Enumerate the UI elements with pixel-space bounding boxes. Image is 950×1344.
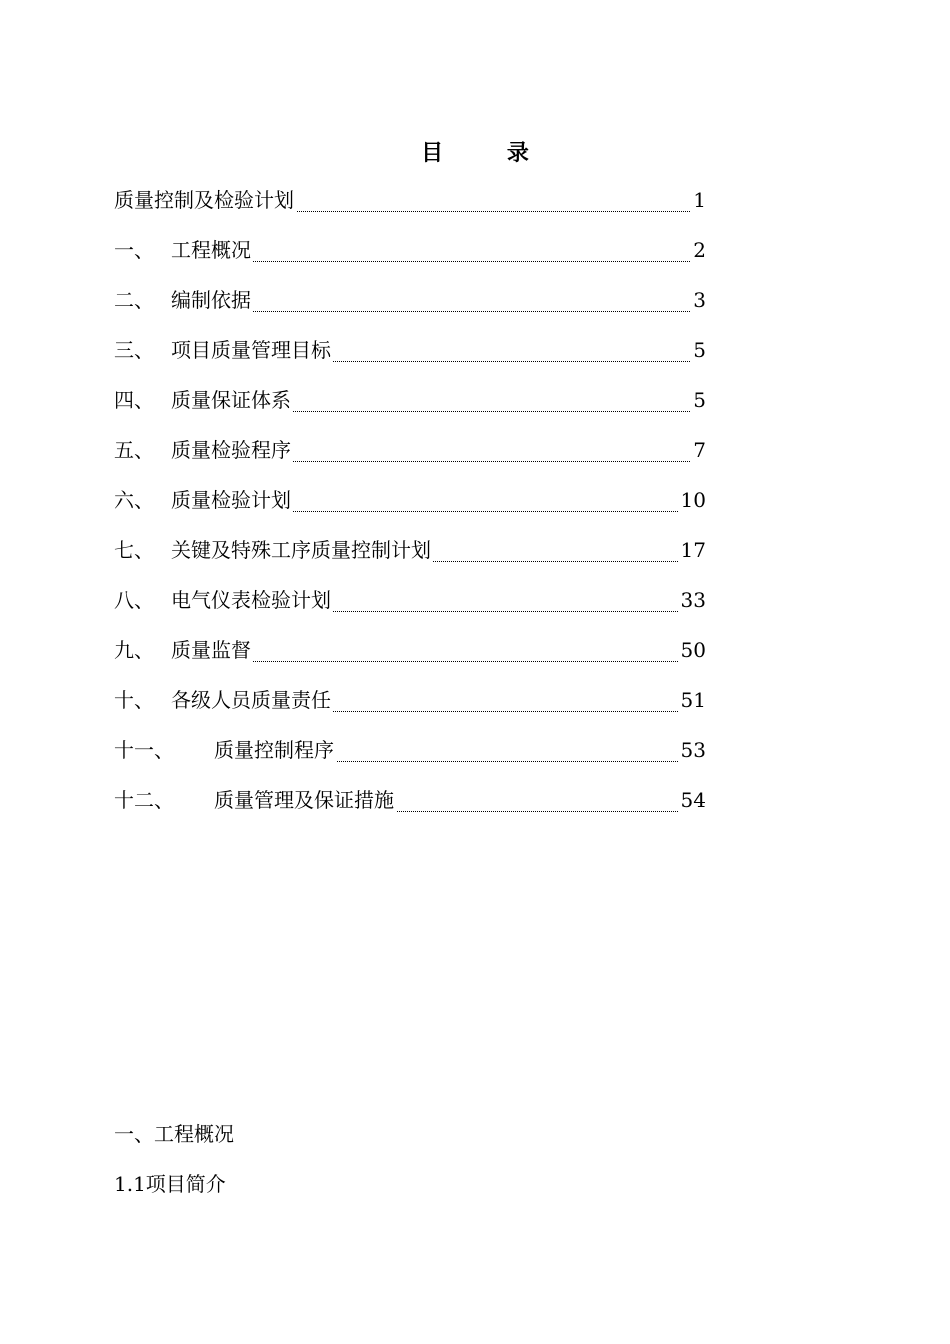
section-heading: 一、工程概况 [114, 1122, 234, 1146]
toc-entry-label: 质量检验计划 [171, 488, 291, 512]
toc-entry-label: 质量检验程序 [171, 438, 291, 462]
toc-entry-page: 5 [693, 338, 706, 362]
toc-entry[interactable] [114, 336, 706, 386]
toc-entry-label: 质量控制及检验计划 [114, 188, 294, 212]
toc-entry[interactable] [114, 386, 706, 436]
toc-entry-page: 53 [680, 738, 706, 762]
toc-entry-number: 十、 [114, 688, 154, 712]
toc-entry-number: 五、 [114, 438, 154, 462]
toc-entry-label: 编制依据 [171, 288, 251, 312]
toc-entry-label: 关键及特殊工序质量控制计划 [171, 538, 431, 562]
toc-entry[interactable] [114, 536, 706, 586]
toc-list [114, 186, 706, 836]
toc-entry[interactable] [114, 586, 706, 636]
toc-entry-number: 十二、 [114, 788, 174, 812]
toc-entry-page: 2 [693, 238, 706, 262]
toc-entry-page: 10 [680, 488, 706, 512]
toc-entry-page: 17 [680, 538, 706, 562]
toc-entry[interactable] [114, 686, 706, 736]
toc-entry-number: 八、 [114, 588, 154, 612]
toc-entry-number: 六、 [114, 488, 154, 512]
toc-entry[interactable] [114, 236, 706, 286]
toc-entry-page: 5 [693, 388, 706, 412]
toc-entry-page: 50 [680, 638, 706, 662]
toc-entry[interactable] [114, 286, 706, 336]
toc-entry-label: 质量控制程序 [214, 738, 334, 762]
toc-entry-label: 项目质量管理目标 [171, 338, 331, 362]
toc-entry-page: 3 [693, 288, 706, 312]
toc-entry-number: 九、 [114, 638, 154, 662]
toc-entry-label: 电气仪表检验计划 [171, 588, 331, 612]
toc-entry-page: 54 [680, 788, 706, 812]
toc-entry[interactable] [114, 486, 706, 536]
toc-entry-label: 各级人员质量责任 [171, 688, 331, 712]
toc-entry-page: 51 [680, 688, 706, 712]
subsection-heading: 1.1项目简介 [114, 1172, 226, 1196]
toc-entry-number: 七、 [114, 538, 154, 562]
toc-entry-page: 1 [693, 188, 706, 212]
toc-entry-label: 质量管理及保证措施 [214, 788, 394, 812]
toc-entry-number: 二、 [114, 288, 154, 312]
toc-entry[interactable] [114, 786, 706, 836]
toc-entry-number: 四、 [114, 388, 154, 412]
toc-entry-page: 7 [693, 438, 706, 462]
toc-entry[interactable] [114, 186, 706, 236]
toc-entry-label: 质量监督 [171, 638, 251, 662]
toc-entry-number: 三、 [114, 338, 154, 362]
toc-entry[interactable] [114, 436, 706, 486]
toc-title: 目 录 [421, 140, 557, 166]
toc-entry-number: 十一、 [114, 738, 174, 762]
toc-entry-label: 质量保证体系 [171, 388, 291, 412]
toc-entry-label: 工程概况 [171, 238, 251, 262]
toc-entry[interactable] [114, 636, 706, 686]
toc-entry-number: 一、 [114, 238, 154, 262]
toc-entry[interactable] [114, 736, 706, 786]
toc-entry-page: 33 [680, 588, 706, 612]
